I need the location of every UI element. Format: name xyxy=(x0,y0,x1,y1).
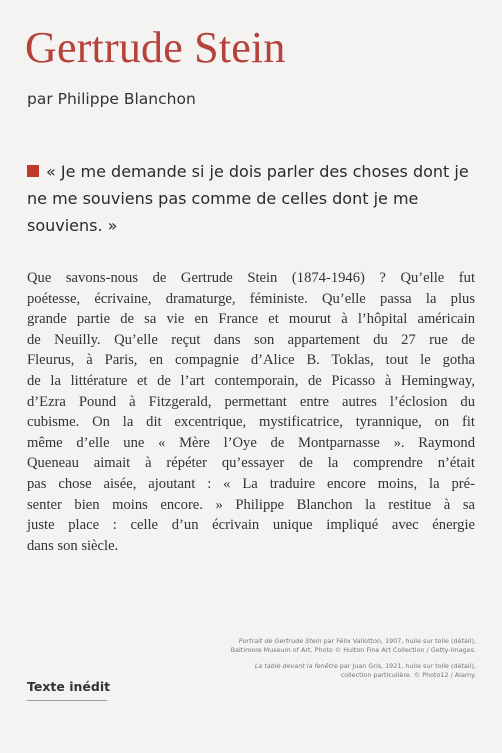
epigraph-text: « Je me demande si je dois parler des choses dont je ne me souviens pas comme de celles dont je me souviens. » xyxy=(27,162,469,235)
red-square-icon xyxy=(27,165,39,177)
credit-portrait-details: par Félix Vallotton, 1907, huile sur toile (détail), Baltimore Museum of Art. Photo © Hulton Fine Art Collection / Getty-Images. xyxy=(230,637,476,655)
author-line: par Philippe Blanchon xyxy=(27,90,196,108)
blurb-line: même d’elle une « Mère l’Oye de Montparnasse ». Raymond xyxy=(27,434,475,451)
blurb-line: Queneau aimait à répéter qu’essayer de la comprendre n’était xyxy=(27,455,475,472)
blurb-line: pas chose aisée, ajoutant : « La traduire encore moins, la pré- xyxy=(27,475,475,492)
credit-portrait-title: Portrait de Gertrude Stein xyxy=(238,637,322,645)
blurb-line: senter bien moins encore. » Philippe Blanchon la restitue à sa xyxy=(27,496,475,513)
blurb-line: d’Ezra Pound à Fitzgerald, permettant entre autres l’éclosion du xyxy=(27,393,475,410)
unpublished-label: Texte inédit xyxy=(27,679,111,694)
blurb-line: de Neuilly. Qu’elle reçut dans son appartement du 27 rue de xyxy=(27,331,475,348)
blurb-line: grande partie de sa vie en France et mourut à l’hôpital américain xyxy=(27,311,475,328)
credit-table-title: La table devant la fenêtre xyxy=(254,661,338,670)
credit-table-details: par Juan Gris, 1921, huile sur toile (détail), collection particulière. © Photo12 / Alamy. xyxy=(337,661,476,680)
blurb-paragraph xyxy=(27,268,475,556)
credit-portrait xyxy=(226,637,476,656)
book-title: Gertrude Stein xyxy=(25,23,286,72)
blurb-line: juste place : celle d’un écrivain unique impliqué avec énergie xyxy=(27,517,475,534)
blurb-line: cubisme. On la dit excentrique, mystificatrice, tyrannique, on fit xyxy=(27,414,475,431)
credit-table xyxy=(226,662,476,681)
blurb-line: poétesse, écrivaine, dramaturge, féministe. Qu’elle passa la plus xyxy=(27,290,475,307)
blurb-line: dans son siècle. xyxy=(27,537,119,554)
epigraph-quote xyxy=(27,158,489,239)
blurb-line: Que savons-nous de Gertrude Stein (1874-1946) ? Qu’elle fut xyxy=(27,270,475,286)
footer-divider xyxy=(27,700,107,701)
blurb-line: de la littérature et de l’art contemporain, de Picasso à Hemingway, xyxy=(27,372,475,389)
image-credits xyxy=(226,637,476,687)
blurb-line: Fleurus, à Paris, en compagnie d’Alice B. Toklas, tout le gotha xyxy=(27,352,475,369)
